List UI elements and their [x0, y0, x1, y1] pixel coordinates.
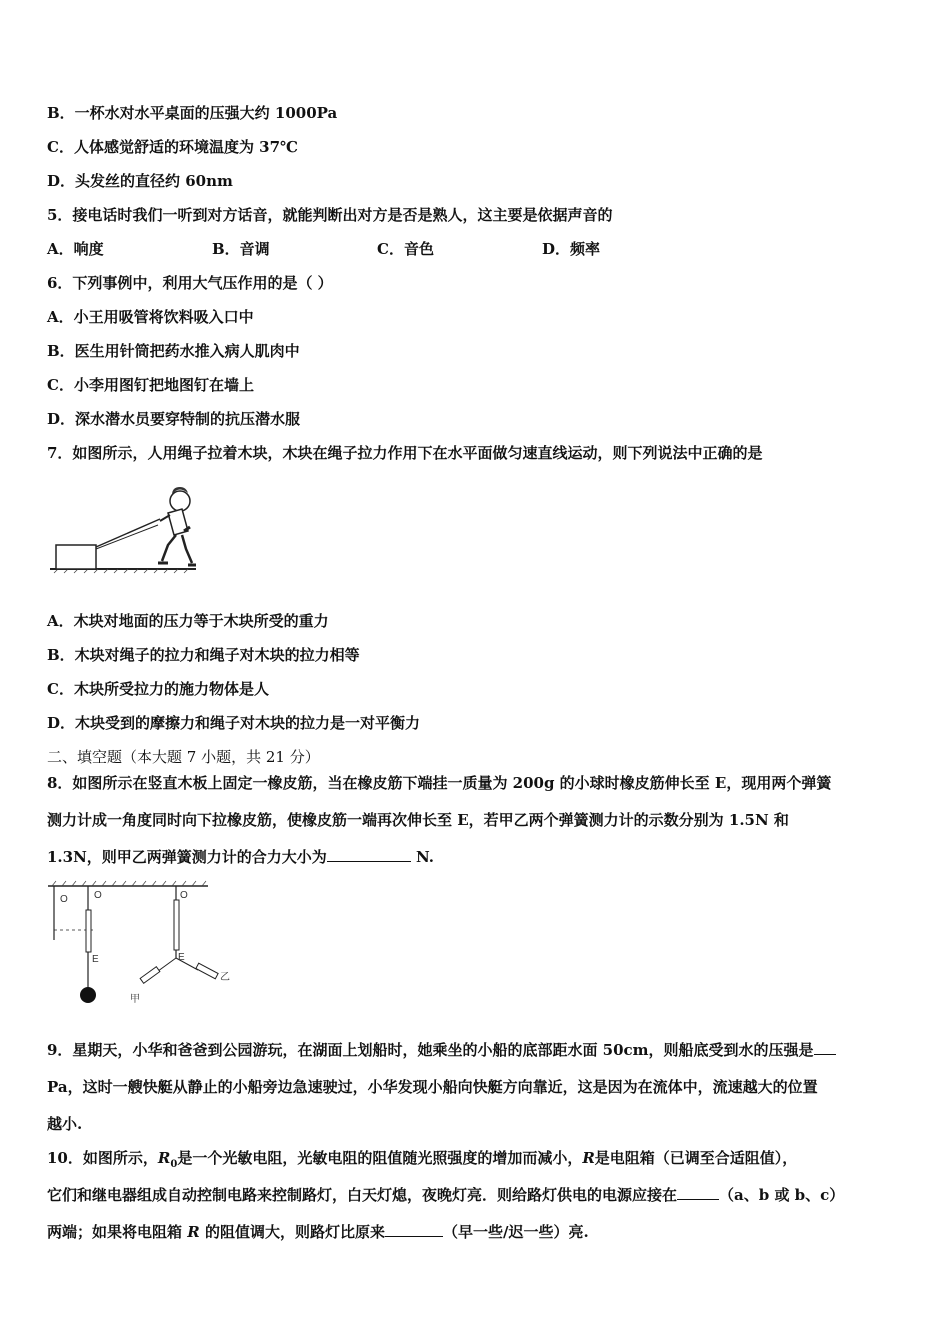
q9-line-3: 越小. — [47, 1115, 83, 1133]
q9-line-1 — [47, 1040, 836, 1060]
q10-var-r-2: R — [187, 1223, 200, 1241]
q10-line-2-choice: （a、b 或 b、c） — [719, 1186, 845, 1204]
q6-option-b: B．医生用针筒把药水推入病人肌肉中 — [47, 342, 300, 360]
q10-answer-blank-2[interactable] — [385, 1222, 443, 1237]
q10-line-3-end: （早一些/迟一些）亮. — [442, 1223, 589, 1241]
q10-line-3-text: 两端；如果将电阻箱 — [47, 1223, 183, 1241]
q6-option-c: C．小李用图钉把地图钉在墙上 — [47, 376, 254, 394]
q6-option-a: A．小王用吸管将饮料吸入口中 — [47, 308, 254, 326]
section-2-title: 二、填空题（本大题 7 小题，共 21 分） — [47, 748, 320, 766]
q8-figure-rubber-band-spring-scales — [46, 880, 236, 1005]
q8-line-3-unit: N. — [410, 848, 435, 866]
q7-option-b: B．木块对绳子的拉力和绳子对木块的拉力相等 — [47, 646, 360, 664]
q8-fig-label-o2: O — [94, 890, 102, 901]
q7-option-d: D．木块受到的摩擦力和绳子对木块的拉力是一对平衡力 — [47, 714, 421, 732]
q8-answer-blank[interactable] — [327, 847, 411, 862]
q10-var-r0: R — [157, 1149, 171, 1167]
q8-fig-label-o1: O — [60, 894, 68, 905]
q9-line-1-text: 9．星期天，小华和爸爸到公园游玩，在湖面上划船时，她乘坐的小船的底部距水面 50cm，则船底受到水的压强是 — [47, 1041, 814, 1059]
q5-option-c: C．音色 — [377, 240, 434, 258]
q7-figure-person-pulling-block — [48, 485, 198, 580]
q10-line-2 — [47, 1185, 844, 1205]
q6-option-d: D．深水潜水员要穿特制的抗压潜水服 — [47, 410, 301, 428]
q10-line-3 — [47, 1222, 589, 1242]
q9-answer-blank-1[interactable] — [814, 1040, 836, 1055]
q10-line-1-end: 是电阻箱（已调至合适阻值）， — [594, 1149, 798, 1167]
q5-option-d: D．频率 — [542, 240, 601, 258]
q8-line-3 — [47, 847, 434, 867]
q8-fig-label-e1: E — [92, 954, 99, 965]
q5-option-b: B．音调 — [212, 240, 270, 258]
q7-option-a: A．木块对地面的压力等于木块所受的重力 — [47, 612, 329, 630]
q10-num: 10．如图所示， — [47, 1149, 158, 1167]
q10-line-1-mid: 是一个光敏电阻，光敏电阻的阻值随光照强度的增加而减小， — [177, 1149, 583, 1167]
q10-line-3-mid: 的阻值调大，则路灯比原来 — [204, 1223, 385, 1241]
q4-option-b: B．一杯水对水平桌面的压强大约 1000Pa — [47, 104, 338, 122]
q8-fig-label-o3: O — [180, 890, 188, 901]
q8-fig-label-e2: E — [178, 952, 185, 963]
q8-fig-label-jia: 甲 — [130, 994, 140, 1005]
q8-fig-label-yi: 乙 — [220, 972, 230, 983]
q7-stem: 7．如图所示，人用绳子拉着木块，木块在绳子拉力作用下在水平面做匀速直线运动，则下列说法中正确的是 — [47, 444, 763, 462]
q4-option-d: D．头发丝的直径约 60nm — [47, 172, 233, 190]
q8-line-3-text: 1.3N，则甲乙两弹簧测力计的合力大小为 — [47, 848, 327, 866]
q10-line-2-text: 它们和继电器组成自动控制电路来控制路灯，白天灯熄，夜晚灯亮．则给路灯供电的电源应接在 — [47, 1186, 678, 1204]
q5-stem: 5．接电话时我们一听到对方话音，就能判断出对方是否是熟人，这主要是依据声音的 — [47, 206, 613, 224]
q9-line-2: Pa，这时一艘快艇从静止的小船旁边急速驶过，小华发现小船向快艇方向靠近，这是因为在流体中，流速越大的位置 — [47, 1078, 818, 1096]
q10-var-r: R — [582, 1149, 595, 1167]
q5-option-a: A．响度 — [47, 240, 104, 258]
q8-line-2: 测力计成一角度同时向下拉橡皮筋，使橡皮筋一端再次伸长至 E，若甲乙两个弹簧测力计的示数分别为 1.5N 和 — [47, 811, 789, 829]
q10-line-1 — [47, 1148, 797, 1175]
q7-option-c: C．木块所受拉力的施力物体是人 — [47, 680, 269, 698]
q6-stem: 6．下列事例中，利用大气压作用的是（ ） — [47, 274, 333, 292]
q8-line-1: 8．如图所示在竖直木板上固定一橡皮筋，当在橡皮筋下端挂一质量为 200g 的小球时橡皮筋伸长至 E，现用两个弹簧 — [47, 774, 832, 792]
q4-option-c: C．人体感觉舒适的环境温度为 37℃ — [47, 138, 299, 156]
q10-var-r0-sub: 0 — [170, 1159, 178, 1170]
q10-answer-blank-1[interactable] — [677, 1185, 719, 1200]
